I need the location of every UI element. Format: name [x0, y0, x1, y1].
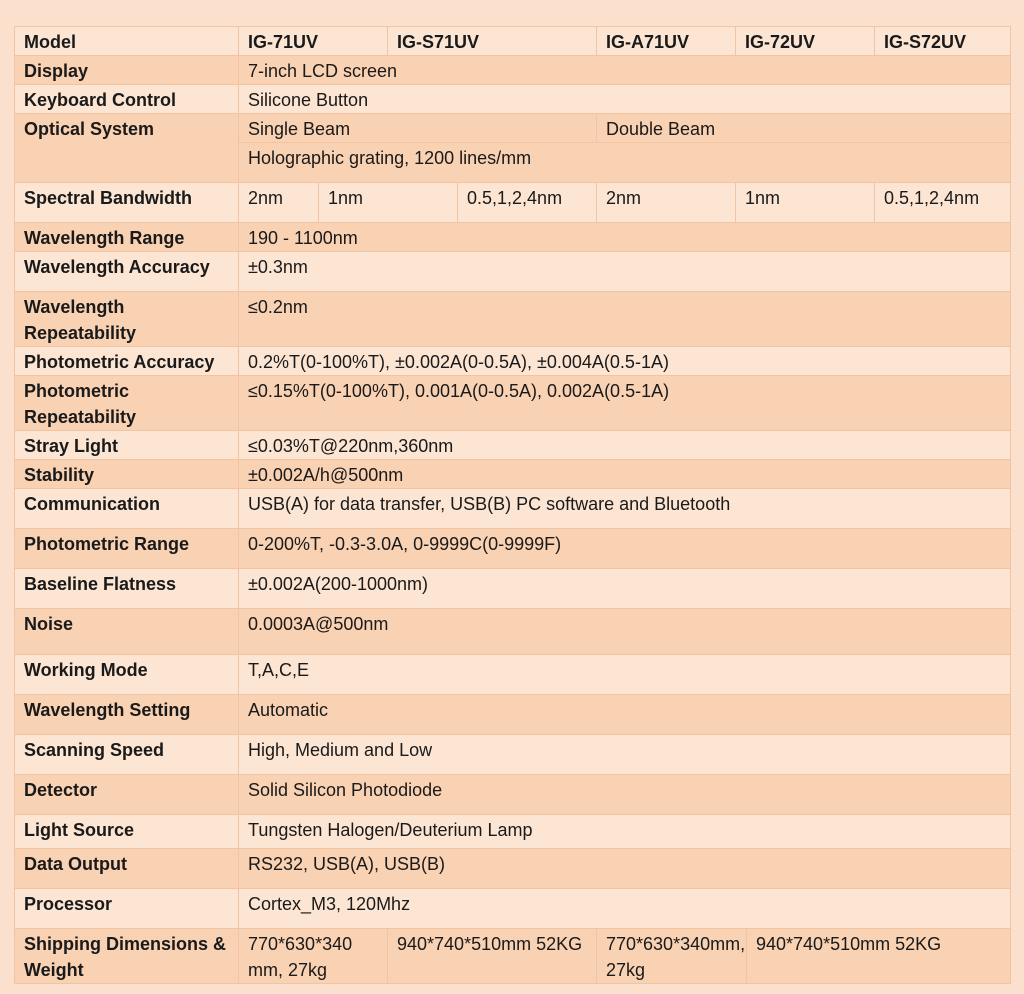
table-row — [15, 460, 1011, 489]
row-label: Shipping Dimensions & Weight — [15, 929, 239, 984]
row-value: ±0.3nm — [239, 252, 1011, 292]
row-value: Silicone Button — [239, 85, 1011, 114]
row-label: Detector — [15, 775, 239, 815]
row-label: Model — [15, 27, 239, 56]
shipping-value: 940*740*510mm 52KG — [388, 929, 597, 984]
table-row — [15, 775, 1011, 815]
model-header: IG-A71UV — [597, 27, 736, 56]
table-row — [15, 489, 1011, 529]
row-label: Light Source — [15, 815, 239, 849]
table-row — [15, 183, 1011, 223]
table-row — [15, 431, 1011, 460]
row-value: T,A,C,E — [239, 655, 1011, 695]
table-row — [15, 223, 1011, 252]
bandwidth-value: 2nm — [597, 183, 736, 223]
row-label: Display — [15, 56, 239, 85]
table-row — [15, 56, 1011, 85]
table-row — [15, 292, 1011, 347]
row-value: ≤0.2nm — [239, 292, 1011, 347]
row-label: Wavelength Setting — [15, 695, 239, 735]
row-label: Spectral Bandwidth — [15, 183, 239, 223]
row-value: ±0.002A(200-1000nm) — [239, 569, 1011, 609]
spec-table — [14, 26, 1011, 984]
row-value: USB(A) for data transfer, USB(B) PC software and Bluetooth — [239, 489, 1011, 529]
model-header: IG-S72UV — [875, 27, 1011, 56]
optical-single-beam: Single Beam — [239, 114, 597, 143]
row-label: Baseline Flatness — [15, 569, 239, 609]
row-value: 0.0003A@500nm — [239, 609, 1011, 655]
table-row — [15, 114, 1011, 143]
shipping-value: 770*630*340mm, 27kg — [597, 929, 747, 984]
row-label: Keyboard Control — [15, 85, 239, 114]
model-header: IG-71UV — [239, 27, 388, 56]
row-label: Stray Light — [15, 431, 239, 460]
table-row — [15, 252, 1011, 292]
table-row — [15, 695, 1011, 735]
bandwidth-value: 1nm — [319, 183, 458, 223]
model-header: IG-72UV — [736, 27, 875, 56]
table-row — [15, 655, 1011, 695]
row-value: Cortex_M3, 120Mhz — [239, 889, 1011, 929]
table-row — [15, 27, 1011, 56]
row-value: ≤0.15%T(0-100%T), 0.001A(0-0.5A), 0.002A(0.5-1A) — [239, 376, 1011, 431]
row-label: Data Output — [15, 849, 239, 889]
bandwidth-value: 0.5,1,2,4nm — [458, 183, 597, 223]
row-label: Wavelength Range — [15, 223, 239, 252]
optical-double-beam: Double Beam — [597, 114, 1011, 143]
table-row — [15, 347, 1011, 376]
bandwidth-value: 2nm — [239, 183, 319, 223]
row-value: ±0.002A/h@500nm — [239, 460, 1011, 489]
row-value: 0.2%T(0-100%T), ±0.002A(0-0.5A), ±0.004A(0.5-1A) — [239, 347, 1011, 376]
row-label: Noise — [15, 609, 239, 655]
bandwidth-value: 1nm — [736, 183, 875, 223]
table-row — [15, 85, 1011, 114]
row-value: 190 - 1100nm — [239, 223, 1011, 252]
row-label: Wavelength Accuracy — [15, 252, 239, 292]
row-label: Working Mode — [15, 655, 239, 695]
spec-table-container — [14, 26, 1010, 984]
table-row — [15, 569, 1011, 609]
table-row — [15, 929, 1011, 984]
table-row — [15, 889, 1011, 929]
row-label: Photometric Accuracy — [15, 347, 239, 376]
row-label: Scanning Speed — [15, 735, 239, 775]
row-value: Tungsten Halogen/Deuterium Lamp — [239, 815, 1011, 849]
row-value: 7-inch LCD screen — [239, 56, 1011, 85]
row-value: High, Medium and Low — [239, 735, 1011, 775]
row-label: Optical System — [15, 114, 239, 183]
row-value: ≤0.03%T@220nm,360nm — [239, 431, 1011, 460]
table-row — [15, 529, 1011, 569]
row-label: Photometric Range — [15, 529, 239, 569]
table-row — [15, 735, 1011, 775]
row-value: RS232, USB(A), USB(B) — [239, 849, 1011, 889]
row-label: Processor — [15, 889, 239, 929]
shipping-value: 770*630*340 mm, 27kg — [239, 929, 388, 984]
shipping-value: 940*740*510mm 52KG — [747, 929, 1011, 984]
model-header: IG-S71UV — [388, 27, 597, 56]
table-row — [15, 609, 1011, 655]
table-row — [15, 815, 1011, 849]
table-row — [15, 849, 1011, 889]
bandwidth-value: 0.5,1,2,4nm — [875, 183, 1011, 223]
row-value: Automatic — [239, 695, 1011, 735]
table-row — [15, 376, 1011, 431]
row-value: 0-200%T, -0.3-3.0A, 0-9999C(0-9999F) — [239, 529, 1011, 569]
optical-grating: Holographic grating, 1200 lines/mm — [239, 143, 1011, 183]
row-value: Solid Silicon Photodiode — [239, 775, 1011, 815]
row-label: Wavelength Repeatability — [15, 292, 239, 347]
row-label: Photometric Repeatability — [15, 376, 239, 431]
row-label: Stability — [15, 460, 239, 489]
row-label: Communication — [15, 489, 239, 529]
